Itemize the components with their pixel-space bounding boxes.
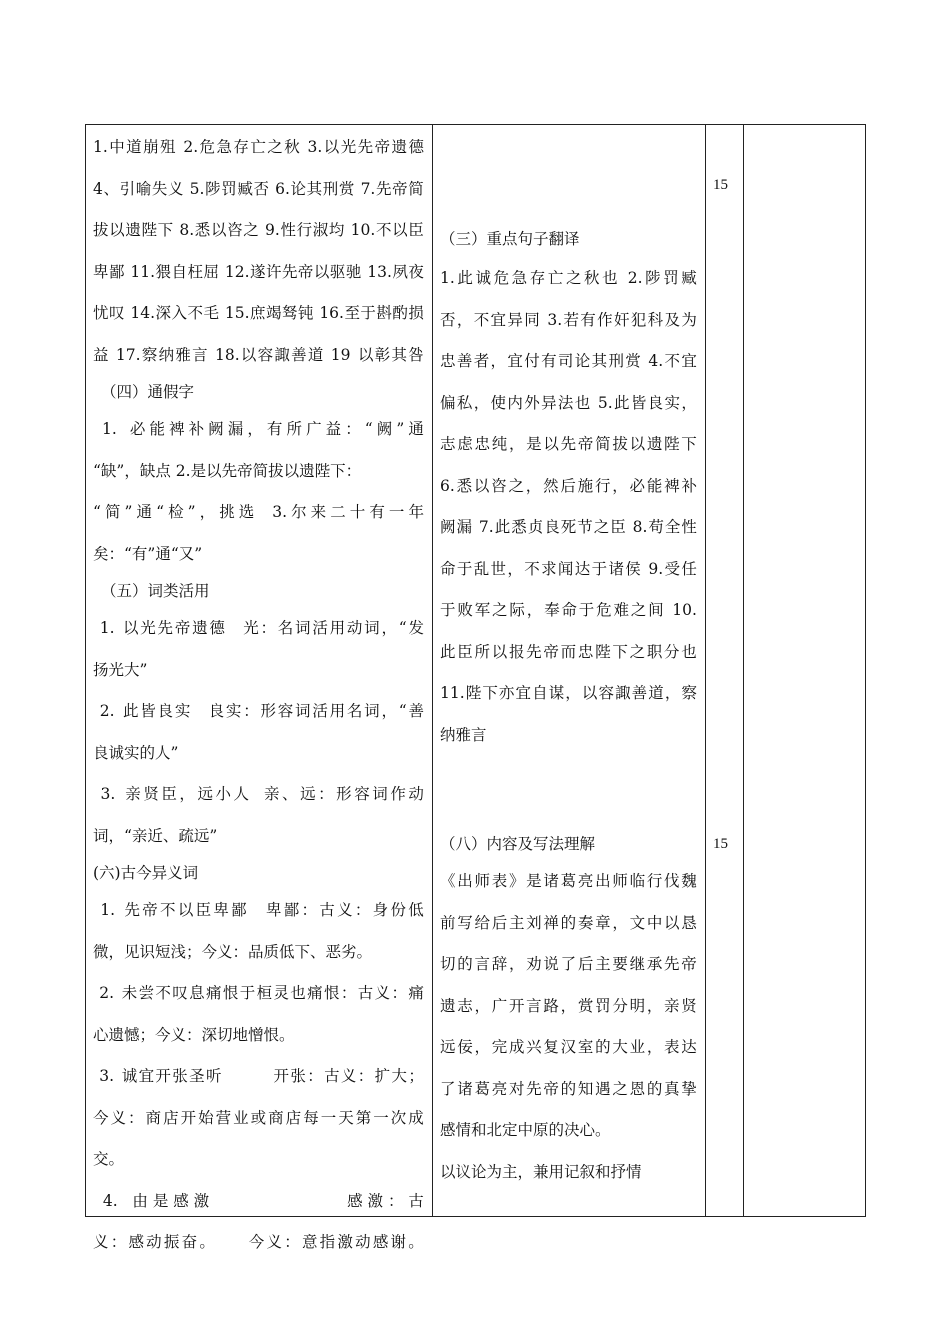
text-line: 1. 先 帝 不 以 臣 卑 鄙 卑 鄙 ： 古 义 ： 身 份 低 [100,901,424,919]
text-line: 交。 [93,1150,125,1168]
content-block [440,861,697,1193]
text-line: 切 的 言 辞 ， 劝 说 了 后 主 要 继 承 先 帝 [440,955,697,973]
notes-column-right [432,125,705,1193]
text-line: 1. 此 诚 危 急 存 亡 之 秋 也 2. 陟 罚 臧 [440,269,697,287]
text-line: 4. 由 是 感 激 感 激 ： 古 [102,1191,424,1210]
column-divider [743,125,744,1216]
text-line: 于 败 军 之 际 ， 奉 命 于 危 难 之 间 10. [440,601,697,619]
lesson-table [85,124,866,1251]
text-line: 4 、 引 喻 失 义 5. 陟 罚 臧 否 6. 论 其 刑 赏 7. 先 帝 简 [93,179,424,198]
text-line: 忧 叹 14. 深 入 不 毛 15. 庶 竭 驽 钝 16. 至 于 斟 酌 损 [93,304,424,322]
text-line: 良诚实的人” [93,743,179,762]
text-line: 微，见识短浅；今义：品质低下、恶劣。 [93,942,373,961]
text-line: 拔 以 遗 陛 下 8. 悉 以 咨 之 9. 性 行 淑 均 10. 不 以 臣 [93,221,424,239]
text-line: 阙 漏 7. 此 悉 贞 良 死 节 之 臣 8. 苟 全 性 [440,518,697,536]
text-line: 矣：“有”通“又” [93,544,203,563]
section-heading-gujin: (六)古今异义词 [93,864,199,882]
gujin-block [93,890,424,1264]
spacer [440,127,697,220]
tongjia-block [93,409,424,575]
text-line: 今 义 ： 商 店 开 始 营 业 或 商 店 每 一 天 第 一 次 成 [93,1108,424,1127]
section-heading-tongjia: （四）通假字 [101,383,195,401]
text-line: 了 诸 葛 亮 对 先 帝 的 知 遇 之 恩 的 真 挚 [440,1079,697,1098]
text-line: 义 ： 感 动 振 奋 。 今 义 ： 意 指 激 动 感 谢 。 [93,1233,424,1251]
text-line: 命 于 乱 世 ， 不 求 闻 达 于 诸 侯 9. 受 任 [440,559,697,578]
text-line: 否 ， 不 宜 异 同 3. 若 有 作 奸 犯 科 及 为 [440,310,697,329]
text-line: 词，“亲近、疏远” [93,826,218,845]
text-line: 心遗憾；今义：深切地憎恨。 [93,1025,295,1044]
text-line: 3. 亲 贤 臣 ， 远 小 人 亲 、 远 ： 形 容 词 作 动 [100,785,424,803]
text-line: 2. 未 尝 不 叹 息 痛 恨 于 桓 灵 也 痛 恨 ： 古 义 ： 痛 [99,984,424,1002]
text-line: “ 简 ” 通 “ 检 ” ， 挑 选 3. 尔 来 二 十 有 一 年 [93,503,424,521]
notes-column-left [86,125,432,1264]
text-line: 感情和北定中原的决心。 [440,1121,611,1139]
text-line: 《 出 师 表 》 是 诸 葛 亮 出 师 临 行 伐 魏 [440,872,697,890]
text-line: 3. 诚 宜 开 张 圣 听 开 张 ： 古 义 ： 扩 大 ； [99,1067,424,1085]
spacer [440,756,697,828]
text-line: 以议论为主，兼用记叙和抒情 [440,1162,642,1181]
cilei-block [93,608,424,857]
text-line: 前 写 给 后 主 刘 禅 的 奏 章 ， 文 中 以 恳 [440,913,697,932]
text-line: 11. 陛 下 亦 宜 自 谋 ， 以 容 諏 善 道 ， 察 [440,684,697,702]
text-line: 1. 以 光 先 帝 遗 德 光 ： 名 词 活 用 动 词 ， “ 发 [99,619,424,637]
text-line: 纳雅言 [440,725,487,744]
text-line: 卑 鄙 11. 猥 自 枉 屈 12. 遂 许 先 帝 以 驱 驰 13. 夙 夜 [93,262,424,281]
vocab-block [93,127,424,376]
section-heading-content: （八）内容及写法理解 [440,835,596,853]
text-line: 1. 中 道 崩 殂 2. 危 急 存 亡 之 秋 3. 以 光 先 帝 遗 德 [93,138,424,156]
minutes-value: 15 [713,836,728,852]
text-line: 益 17. 察 纳 雅 言 18. 以 容 諏 善 道 19 以 彰 其 咎 [93,345,424,364]
text-line: 1. 必 能 裨 补 阙 漏 ， 有 所 广 益 ： “ 阙 ” 通 [102,420,424,438]
text-line: 忠 善 者 ， 宜 付 有 司 论 其 刑 赏 4. 不 宜 [440,352,697,370]
minutes-value: 15 [713,177,728,193]
text-line: 6. 悉 以 咨 之 ， 然 后 施 行 ， 必 能 裨 补 [440,476,697,495]
section-heading-cilei: （五）词类活用 [101,582,210,600]
text-line: 此 臣 所 以 报 先 帝 而 忠 陛 下 之 职 分 也 [440,642,697,661]
text-line: 志 虑 忠 纯 ， 是 以 先 帝 简 拔 以 遗 陛 下 [440,435,697,453]
text-line: 远 佞 ， 完 成 兴 复 汉 室 的 大 业 ， 表 达 [440,1038,697,1056]
text-line: 2. 此 皆 良 实 良 实 ： 形 容 词 活 用 名 词 ， “ 善 [99,702,424,720]
text-line: 偏 私 ， 使 内 外 异 法 也 5. 此 皆 良 实 ， [440,393,697,412]
text-line: 扬光大” [93,660,148,679]
translation-block [440,258,697,756]
text-line: 遗 志 ， 广 开 言 路 ， 赏 罚 分 明 ， 亲 贤 [440,996,697,1015]
time-column [705,125,743,1216]
section-heading-translation: （三）重点句子翻译 [440,230,580,248]
text-line: “缺”，缺点 2.是以先帝简拔以遗陛下： [93,461,362,480]
